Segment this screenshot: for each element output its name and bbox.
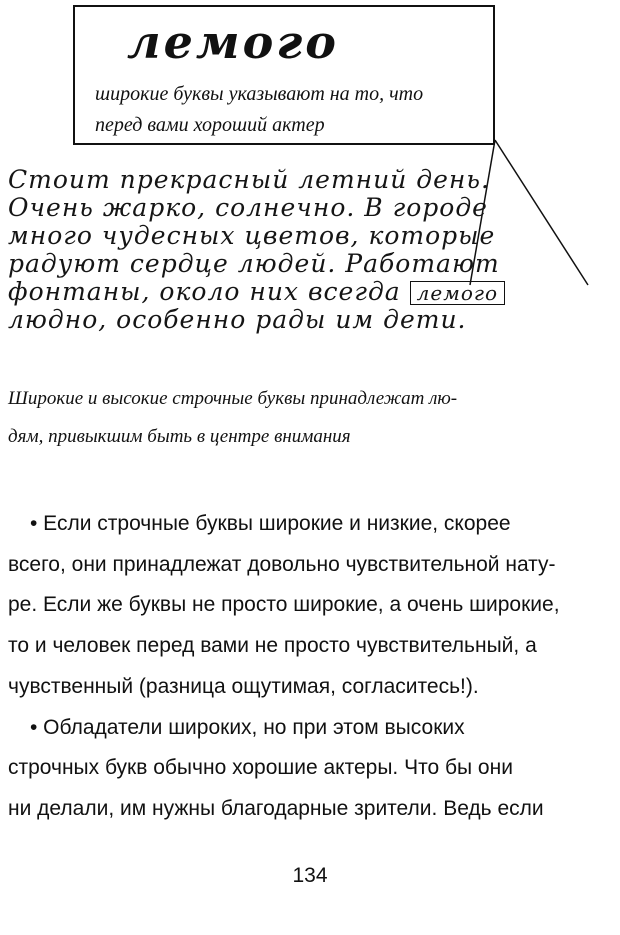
body-line: ни делали, им нужны благодарные зрители. Ведь если [8, 796, 544, 820]
handwriting-sample [8, 166, 608, 334]
page-number: 134 [292, 864, 328, 887]
body-line: строчных букв обычно хорошие актеры. Что бы они [8, 756, 513, 780]
handwriting-line: Стоит прекрасный летний день. [8, 165, 490, 194]
figure-caption-line: дям, привыкшим быть в центре внимания [8, 426, 351, 447]
handwriting-line: много чудесных цветов, которые [8, 221, 496, 250]
handwriting-line [8, 278, 608, 306]
handwriting-line: радуют сердце людей. Работают [8, 249, 500, 278]
handwriting-line: Очень жарко, солнечно. В городе [8, 193, 488, 222]
handwriting-boxed-word: лемого [410, 281, 505, 305]
body-line: чувственный (разница ощутимая, согласитесь!). [8, 674, 479, 698]
handwriting-line: людно, особенно рады им дети. [8, 305, 467, 334]
figure-caption [8, 380, 608, 456]
body-line: ре. Если же буквы не просто широкие, а очень широкие, [8, 593, 560, 617]
callout-caption-line: перед вами хороший актер [95, 114, 325, 136]
callout-handwritten-word: лемого [127, 15, 339, 69]
body-line: • Обладатели широких, но при этом высоких [30, 715, 465, 739]
figure-caption-line: Широкие и высокие строчные буквы принадлежат лю- [8, 388, 458, 409]
body-line: всего, они принадлежат довольно чувствительной нату- [8, 552, 556, 576]
handwriting-line-text: фонтаны, около них всегда [8, 277, 401, 306]
body-text [8, 504, 593, 830]
body-line: то и человек перед вами не просто чувствительный, а [8, 634, 537, 658]
body-line: • Если строчные буквы широкие и низкие, скорее [30, 512, 511, 535]
callout-caption-line: широкие буквы указывают на то, что [95, 83, 424, 105]
